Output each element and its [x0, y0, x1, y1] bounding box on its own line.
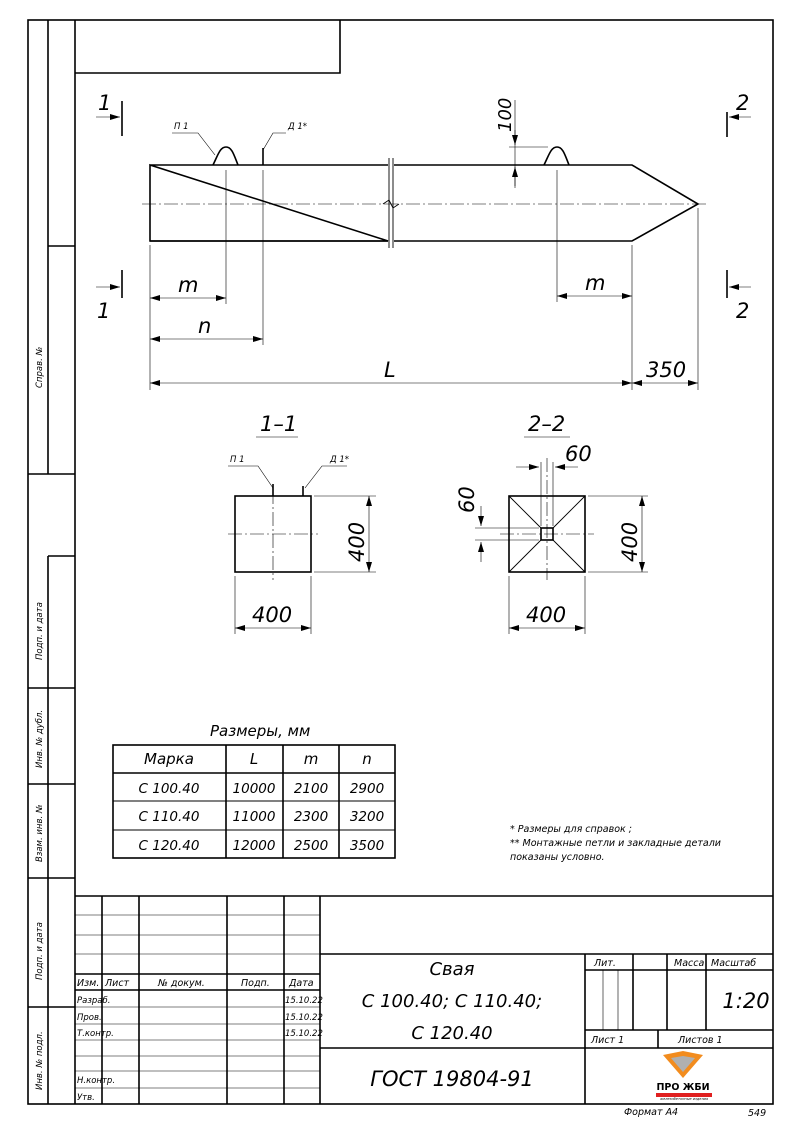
table-caption: Размеры, мм: [210, 722, 311, 740]
section-2-2-dim-top: 60: [565, 442, 592, 466]
date-tkontr: 15.10.22: [285, 1029, 323, 1039]
table-cell: 2100: [293, 781, 329, 797]
section-1-1-width: 400: [252, 603, 293, 627]
dim-L: L: [384, 358, 396, 382]
standard-ref: ГОСТ 19804-91: [370, 1067, 534, 1091]
table-cell: 2300: [293, 809, 329, 825]
sheets-label: Листов 1: [678, 1035, 723, 1046]
section-1-1-height: 400: [345, 521, 369, 562]
table-cell: 2500: [293, 838, 329, 854]
table-cell: 11000: [232, 809, 276, 825]
section-2-2: [455, 412, 648, 634]
inv-dubl-label: Инв. № дубл.: [35, 709, 45, 768]
company-logo: [656, 1051, 712, 1101]
vzam-inv-label: Взам. инв. №: [35, 804, 45, 862]
product-marks-line2: С 120.40: [411, 1023, 493, 1044]
lit-label: Лит.: [594, 958, 616, 969]
col-izm: Изм.: [77, 978, 100, 989]
section-2-2-title: 2–2: [528, 412, 566, 436]
section-2-2-width: 400: [526, 603, 567, 627]
section-1-1-title: 1–1: [260, 412, 298, 436]
section-2-2-height: 400: [618, 521, 642, 562]
dim-n: n: [198, 314, 212, 338]
logo-text: ПРО ЖБИ: [656, 1082, 710, 1093]
dim-350: 350: [646, 358, 687, 382]
notes: [510, 824, 721, 863]
dim-m-right: m: [585, 271, 606, 295]
section-2-mark-top: 2: [736, 91, 750, 115]
side-stamp-labels: [35, 346, 45, 1090]
table-header-L: L: [249, 750, 259, 768]
format-label: Формат А4: [624, 1107, 679, 1118]
table-cell: 12000: [232, 838, 276, 854]
section-2-2-dim-left: 60: [455, 486, 479, 513]
dimensions-table: [113, 722, 395, 858]
table-cell: 10000: [232, 781, 276, 797]
scale-value: 1:20: [722, 989, 770, 1013]
table-cell: С 110.40: [138, 809, 200, 825]
product-marks-line1: С 100.40; С 110.40;: [361, 991, 543, 1012]
section-1-mark-top: 1: [98, 91, 112, 115]
section-1-1: [228, 412, 376, 634]
date-razrab: 15.10.22: [285, 996, 323, 1006]
table-cell: 3200: [349, 809, 385, 825]
title-block: [75, 896, 773, 1104]
role-razrab: Разраб.: [77, 996, 111, 1006]
section-2-mark-bottom: 2: [736, 299, 750, 323]
dim-m-left: m: [178, 273, 199, 297]
table-header-mark: Марка: [144, 750, 194, 768]
col-list: Лист: [105, 978, 130, 989]
col-doc: № докум.: [158, 978, 205, 989]
footer: [624, 1107, 766, 1119]
col-date: Дата: [289, 978, 314, 989]
loop-label: П 1: [174, 122, 189, 132]
scale-label: Масштаб: [711, 958, 757, 969]
logo-subtext: железобетонные изделия: [659, 1097, 709, 1101]
table-header-n: n: [362, 750, 372, 768]
section-1-1-loop-label: П 1: [230, 455, 245, 465]
table-cell: С 100.40: [138, 781, 200, 797]
role-prov: Пров.: [77, 1013, 102, 1023]
podp-data-label-2: Подп. и дата: [35, 922, 45, 980]
table-cell: С 120.40: [138, 838, 200, 854]
dim-100: 100: [495, 97, 516, 132]
section-1-mark-bottom: 1: [97, 299, 111, 323]
sheet-label: Лист 1: [591, 1035, 625, 1046]
section-1-1-embed-label: Д 1*: [330, 455, 350, 465]
mass-label: Масса: [674, 958, 705, 969]
table-cell: 2900: [349, 781, 385, 797]
role-tkontr: Т.контр.: [77, 1029, 114, 1039]
role-nkontr: Н.контр.: [77, 1076, 116, 1086]
pile-elevation: [96, 91, 751, 390]
table-header-m: m: [303, 750, 319, 768]
product-name: Свая: [429, 959, 475, 980]
note-line-3: показаны условно.: [510, 852, 605, 863]
embed-label: Д 1*: [288, 122, 308, 132]
podp-data-label-1: Подп. и дата: [35, 602, 45, 660]
col-podp: Подп.: [241, 978, 270, 989]
inv-podl-label: Инв. № подл.: [35, 1031, 45, 1090]
table-cell: 3500: [349, 838, 385, 854]
note-line-1: * Размеры для справок ;: [510, 824, 632, 835]
page-number: 549: [748, 1108, 767, 1119]
date-prov: 15.10.22: [285, 1013, 323, 1023]
note-line-2: ** Монтажные петли и закладные детали: [510, 838, 721, 849]
sprav-no-label: Справ. №: [35, 346, 45, 388]
role-utv: Утв.: [77, 1093, 95, 1103]
